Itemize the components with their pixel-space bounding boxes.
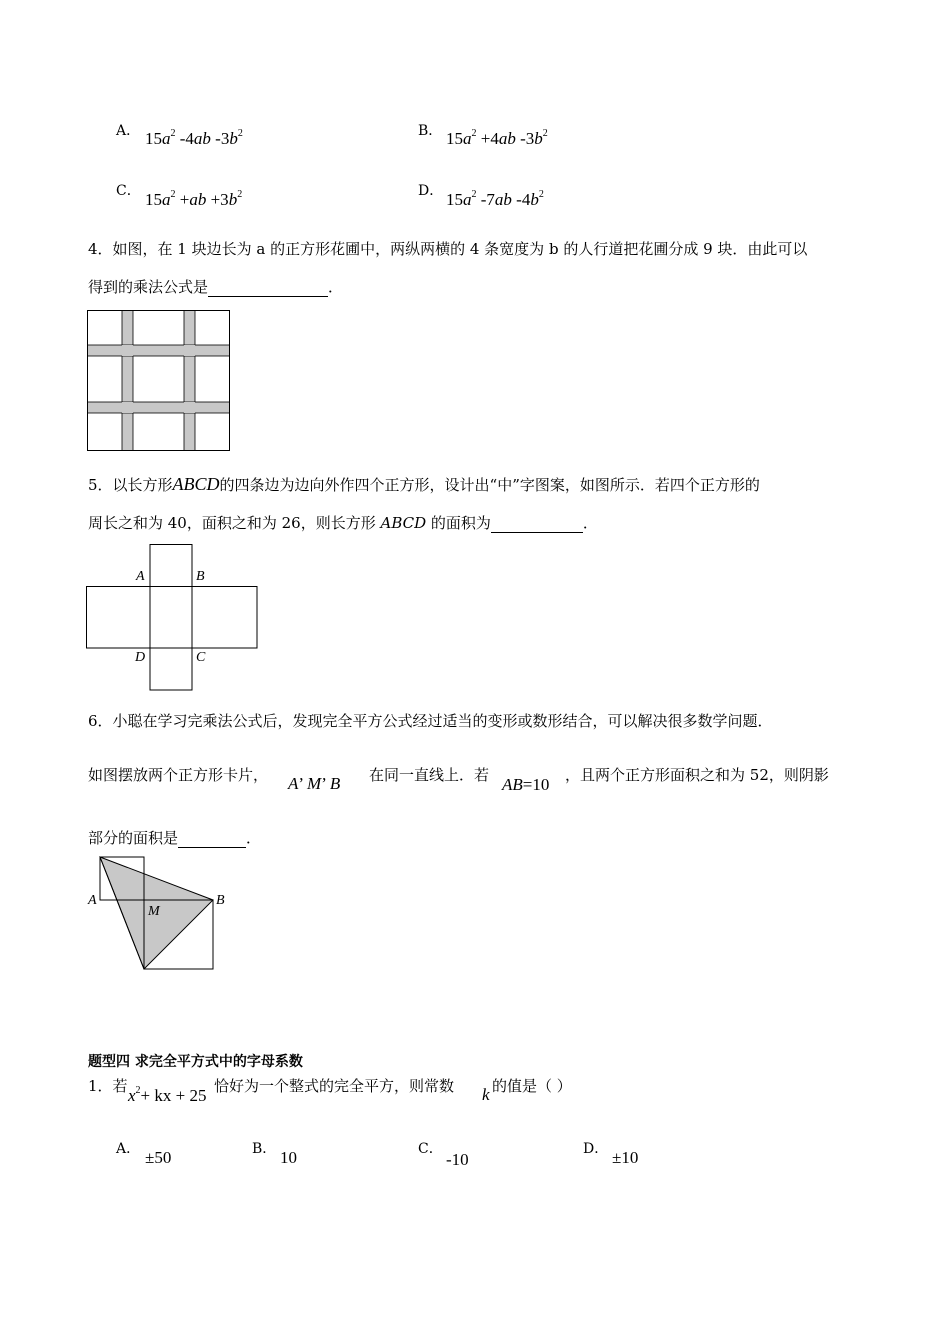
- var: a: [463, 129, 472, 148]
- s4-option-c-label: C．: [418, 1141, 443, 1157]
- var: a: [162, 129, 171, 148]
- answer-blank[interactable]: [178, 831, 246, 848]
- vertical-path: [122, 311, 133, 451]
- var: b: [534, 129, 543, 148]
- var: ab: [494, 190, 512, 209]
- op: -7: [480, 190, 495, 209]
- q4-period: ．: [328, 278, 344, 296]
- point-a: A: [288, 774, 299, 793]
- horizontal-path: [88, 345, 230, 356]
- exp: 2: [170, 189, 176, 200]
- abcd: ABCD: [380, 514, 427, 532]
- op: -4: [179, 129, 194, 148]
- op: +: [179, 190, 190, 209]
- exp: 2: [170, 128, 176, 139]
- var: ab: [189, 190, 207, 209]
- s4-q1-k: [482, 1085, 490, 1105]
- label-c: C: [196, 650, 206, 665]
- s4-option-c-value: -10: [446, 1150, 469, 1169]
- vertical-path: [184, 311, 195, 451]
- coef: 15: [145, 129, 162, 148]
- section-heading: 题型四 求完全平方式中的字母系数: [88, 1054, 303, 1070]
- q6-text: 部分的面积是: [88, 829, 179, 847]
- q6-period: ．: [246, 829, 262, 847]
- label-b: B: [196, 569, 205, 584]
- q5-period: ．: [582, 514, 598, 532]
- q6-points: [288, 774, 340, 794]
- q3-option-c-label: C．: [116, 183, 141, 199]
- q6-equation: [502, 775, 549, 795]
- var: b: [228, 190, 238, 209]
- q4-line2: [88, 277, 343, 297]
- op: +3: [210, 190, 229, 209]
- s4-q1-mid: 恰好为一个整式的完全平方，则常数: [214, 1077, 455, 1095]
- var: a: [463, 190, 472, 209]
- left-square: [87, 587, 151, 649]
- var-x: x: [128, 1086, 136, 1105]
- q5-line1: [88, 474, 760, 495]
- q6-line2-mid: 在同一直线上．若: [369, 766, 490, 784]
- var: a: [162, 190, 171, 209]
- op: -3: [215, 129, 230, 148]
- label-m: M: [148, 904, 160, 919]
- coef: 15: [446, 190, 463, 209]
- point-m: M: [307, 774, 322, 793]
- s4-option-a-value: ±50: [145, 1148, 172, 1167]
- q6-line1: 6．小聪在学习完乘法公式后，发现完全平方公式经过适当的变形或数形结合，可以解决很多数学问题．: [88, 712, 773, 730]
- exp: 2: [135, 1085, 141, 1096]
- s4-option-d-label: D．: [583, 1141, 609, 1157]
- expr-rest: + kx + 25: [140, 1086, 207, 1105]
- q3-option-b-expr: [446, 128, 548, 149]
- path-crossing: [122, 345, 133, 356]
- var: ab: [193, 129, 211, 148]
- label-d: D: [135, 650, 146, 665]
- path-crossing: [184, 402, 195, 413]
- s4-option-b-label: B．: [252, 1141, 277, 1157]
- op: -3: [520, 129, 535, 148]
- q3-option-a-expr: [145, 128, 243, 149]
- top-square: [150, 545, 192, 587]
- exp: 2: [538, 189, 544, 200]
- s4-option-b-value: 10: [280, 1148, 297, 1167]
- horizontal-path: [88, 402, 230, 413]
- q6-line2-post: ，且两个正方形面积之和为 52，则阴影: [565, 766, 829, 784]
- exp: 2: [237, 128, 243, 139]
- exp: 2: [471, 189, 477, 200]
- label-a: A: [88, 893, 97, 908]
- s4-option-a-label: A．: [116, 1141, 141, 1157]
- rectangle-abcd: [150, 587, 192, 649]
- var: b: [530, 190, 539, 209]
- q5-text: 周长之和为 40，面积之和为 26，则长方形: [88, 514, 381, 532]
- answer-blank[interactable]: [208, 280, 328, 297]
- q6-line2: [88, 765, 268, 785]
- q4-line1: 4．如图，在 1 块边长为 a 的正方形花圃中，两纵两横的 4 条宽度为 b 的人行道把花圃分成 9 块．由此可以: [88, 240, 808, 258]
- separator: ’: [321, 774, 326, 793]
- s4-q1-expr: [128, 1085, 206, 1106]
- q3-option-a-label: A．: [116, 123, 141, 139]
- q5-text: 的四条边为边向外作四个正方形，设计出“中”字图案，如图所示．若四个正方形的: [219, 476, 760, 494]
- separator: ’: [298, 774, 303, 793]
- coef: 15: [446, 129, 463, 148]
- op: -4: [516, 190, 531, 209]
- q5-text: 的面积为: [426, 514, 491, 532]
- label-b: B: [216, 893, 225, 908]
- var: ab: [498, 129, 516, 148]
- eq-value: =10: [522, 775, 550, 794]
- exp: 2: [237, 189, 243, 200]
- var-k: k: [482, 1085, 490, 1104]
- s4-q1-post: 的值是（ ）: [492, 1077, 572, 1095]
- s4-q1-pre: 1．若: [88, 1077, 128, 1095]
- q5-cross-figure: [86, 544, 261, 694]
- abcd: ABCD: [172, 474, 220, 494]
- q3-option-b-label: B．: [418, 123, 443, 139]
- q5-text: 5．以长方形: [88, 476, 173, 494]
- q6-text: 如图摆放两个正方形卡片，: [88, 766, 269, 784]
- coef: 15: [145, 190, 162, 209]
- bottom-square: [150, 648, 192, 690]
- garden-outline: [88, 311, 230, 451]
- exp: 2: [471, 128, 477, 139]
- path-crossing: [122, 402, 133, 413]
- q3-option-c-expr: [145, 189, 242, 210]
- q3-option-d-expr: [446, 189, 544, 210]
- path-crossing: [184, 345, 195, 356]
- s4-option-d-value: ±10: [612, 1148, 639, 1167]
- q6-line3: [88, 828, 261, 848]
- q3-option-d-label: D．: [418, 183, 444, 199]
- q5-line2: [88, 513, 598, 533]
- point-b: B: [329, 774, 341, 793]
- answer-blank[interactable]: [491, 516, 583, 533]
- segment-ab: AB: [502, 775, 523, 794]
- exp: 2: [542, 128, 548, 139]
- q4-garden-figure: [87, 310, 231, 452]
- op: +4: [480, 129, 499, 148]
- q4-text: 得到的乘法公式是: [88, 278, 209, 296]
- label-a: A: [136, 569, 145, 584]
- right-square: [192, 587, 257, 649]
- var: b: [229, 129, 238, 148]
